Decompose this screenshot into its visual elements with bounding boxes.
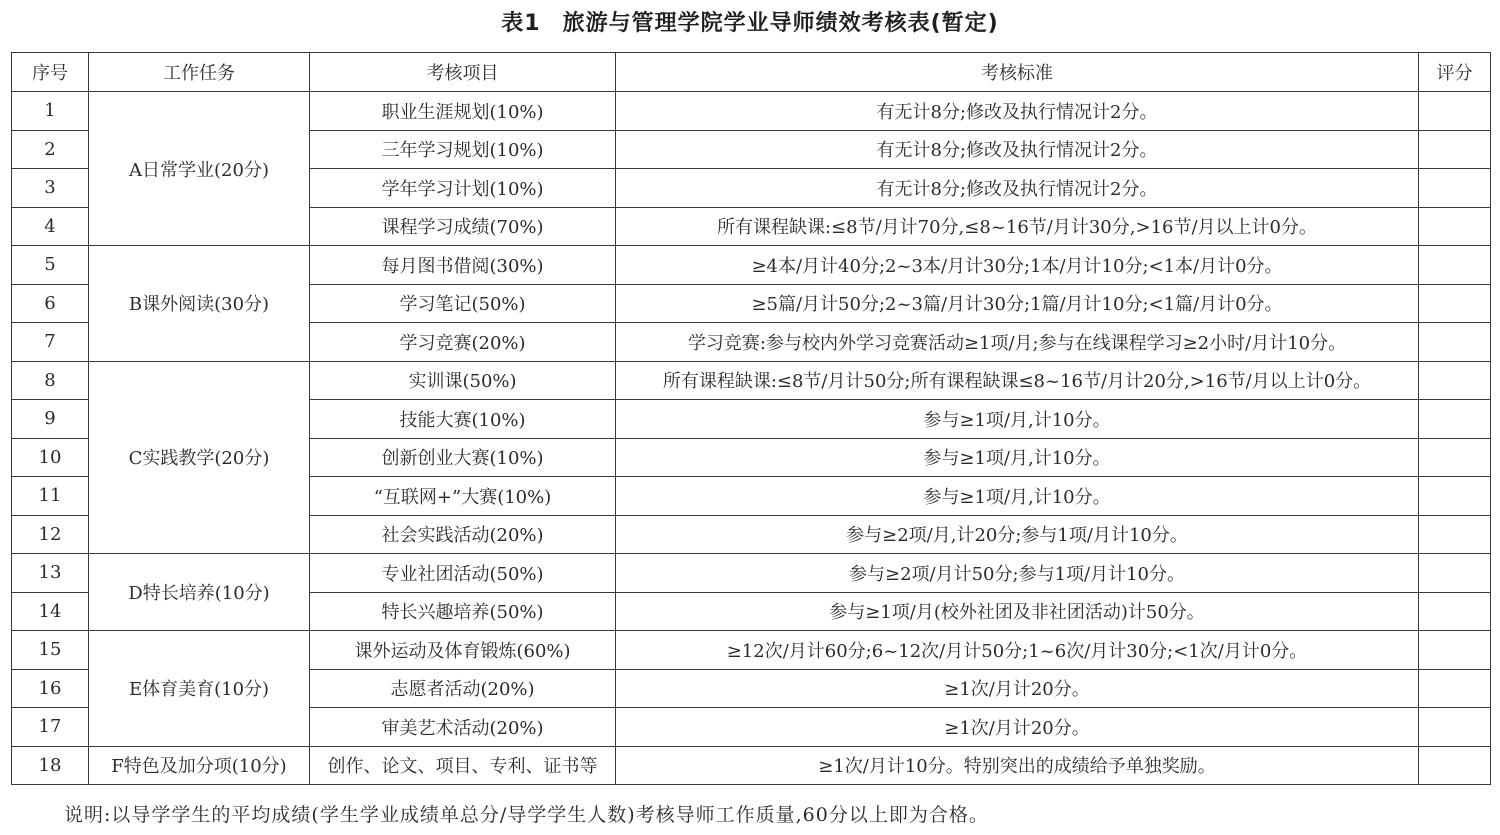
table-row	[12, 746, 1491, 785]
cell-seq: 3	[12, 169, 89, 208]
cell-score[interactable]	[1419, 284, 1491, 323]
cell-standard: ≥1次/月计10分。特别突出的成绩给予单独奖励。	[616, 746, 1419, 785]
cell-standard: 学习竞赛:参与校内外学习竞赛活动≥1项/月;参与在线课程学习≥2小时/月计10分。	[616, 323, 1419, 362]
cell-standard: 参与≥2项/月,计20分;参与1项/月计10分。	[616, 515, 1419, 554]
table-number: 表1	[501, 11, 541, 36]
cell-item: 实训课(50%)	[310, 361, 616, 400]
assessment-table	[11, 52, 1491, 785]
table-title	[0, 6, 1500, 37]
cell-score[interactable]	[1419, 130, 1491, 169]
table-row	[12, 631, 1491, 670]
header-task: 工作任务	[89, 53, 310, 92]
cell-seq: 7	[12, 323, 89, 362]
cell-score[interactable]	[1419, 438, 1491, 477]
cell-item: 学年学习计划(10%)	[310, 169, 616, 208]
table-row	[12, 554, 1491, 593]
table-row	[12, 92, 1491, 131]
cell-seq: 18	[12, 746, 89, 785]
cell-seq: 17	[12, 708, 89, 747]
cell-score[interactable]	[1419, 631, 1491, 670]
table-row	[12, 361, 1491, 400]
cell-item: 三年学习规划(10%)	[310, 130, 616, 169]
table-row	[12, 246, 1491, 285]
cell-item: 每月图书借阅(30%)	[310, 246, 616, 285]
cell-score[interactable]	[1419, 515, 1491, 554]
cell-seq: 8	[12, 361, 89, 400]
cell-score[interactable]	[1419, 400, 1491, 439]
table-title-text: 旅游与管理学院学业导师绩效考核表(暂定)	[562, 11, 999, 36]
cell-standard: ≥4本/月计40分;2~3本/月计30分;1本/月计10分;<1本/月计0分。	[616, 246, 1419, 285]
cell-score[interactable]	[1419, 207, 1491, 246]
cell-task-group: C实践教学(20分)	[89, 361, 310, 554]
cell-standard: ≥1次/月计20分。	[616, 669, 1419, 708]
cell-score[interactable]	[1419, 708, 1491, 747]
header-item: 考核项目	[310, 53, 616, 92]
cell-score[interactable]	[1419, 592, 1491, 631]
header-standard: 考核标准	[616, 53, 1419, 92]
cell-standard: 参与≥2项/月计50分;参与1项/月计10分。	[616, 554, 1419, 593]
cell-score[interactable]	[1419, 361, 1491, 400]
cell-seq: 1	[12, 92, 89, 131]
cell-seq: 2	[12, 130, 89, 169]
cell-standard: 参与≥1项/月,计10分。	[616, 438, 1419, 477]
cell-task-group: F特色及加分项(10分)	[89, 746, 310, 785]
cell-seq: 15	[12, 631, 89, 670]
cell-task-group: D特长培养(10分)	[89, 554, 310, 631]
cell-seq: 14	[12, 592, 89, 631]
footnote: 说明:以导学学生的平均成绩(学生学业成绩单总分/导学学生人数)考核导师工作质量,60分以上即为合格。	[64, 804, 989, 826]
cell-score[interactable]	[1419, 477, 1491, 516]
cell-standard: 所有课程缺课:≤8节/月计50分;所有课程缺课≤8~16节/月计20分,>16节/月以上计0分。	[616, 361, 1419, 400]
cell-item: 志愿者活动(20%)	[310, 669, 616, 708]
cell-item: 创新创业大赛(10%)	[310, 438, 616, 477]
cell-seq: 16	[12, 669, 89, 708]
cell-item: 专业社团活动(50%)	[310, 554, 616, 593]
cell-standard: 所有课程缺课:≤8节/月计70分,≤8~16节/月计30分,>16节/月以上计0分。	[616, 207, 1419, 246]
cell-standard: 有无计8分;修改及执行情况计2分。	[616, 130, 1419, 169]
cell-standard: 有无计8分;修改及执行情况计2分。	[616, 92, 1419, 131]
cell-item: 课外运动及体育锻炼(60%)	[310, 631, 616, 670]
cell-standard: 参与≥1项/月,计10分。	[616, 477, 1419, 516]
cell-item: 学习竞赛(20%)	[310, 323, 616, 362]
cell-seq: 4	[12, 207, 89, 246]
cell-score[interactable]	[1419, 554, 1491, 593]
cell-seq: 13	[12, 554, 89, 593]
cell-standard: 参与≥1项/月(校外社团及非社团活动)计50分。	[616, 592, 1419, 631]
cell-score[interactable]	[1419, 92, 1491, 131]
cell-task-group: E体育美育(10分)	[89, 631, 310, 747]
header-seq: 序号	[12, 53, 89, 92]
cell-item: 学习笔记(50%)	[310, 284, 616, 323]
header-score: 评分	[1419, 53, 1491, 92]
cell-score[interactable]	[1419, 746, 1491, 785]
cell-item: 特长兴趣培养(50%)	[310, 592, 616, 631]
header-row	[12, 53, 1491, 92]
cell-item: 技能大赛(10%)	[310, 400, 616, 439]
cell-seq: 6	[12, 284, 89, 323]
cell-item: 创作、论文、项目、专利、证书等	[310, 746, 616, 785]
cell-task-group: B课外阅读(30分)	[89, 246, 310, 362]
cell-seq: 5	[12, 246, 89, 285]
cell-seq: 9	[12, 400, 89, 439]
cell-score[interactable]	[1419, 669, 1491, 708]
cell-standard: ≥1次/月计20分。	[616, 708, 1419, 747]
cell-seq: 11	[12, 477, 89, 516]
cell-standard: 有无计8分;修改及执行情况计2分。	[616, 169, 1419, 208]
cell-score[interactable]	[1419, 246, 1491, 285]
cell-item: 审美艺术活动(20%)	[310, 708, 616, 747]
cell-task-group: A日常学业(20分)	[89, 92, 310, 246]
cell-score[interactable]	[1419, 169, 1491, 208]
cell-item: 社会实践活动(20%)	[310, 515, 616, 554]
cell-item: 课程学习成绩(70%)	[310, 207, 616, 246]
cell-score[interactable]	[1419, 323, 1491, 362]
cell-standard: ≥12次/月计60分;6~12次/月计50分;1~6次/月计30分;<1次/月计0分。	[616, 631, 1419, 670]
cell-seq: 12	[12, 515, 89, 554]
cell-seq: 10	[12, 438, 89, 477]
cell-item: “互联网+”大赛(10%)	[310, 477, 616, 516]
cell-standard: ≥5篇/月计50分;2~3篇/月计30分;1篇/月计10分;<1篇/月计0分。	[616, 284, 1419, 323]
cell-item: 职业生涯规划(10%)	[310, 92, 616, 131]
cell-standard: 参与≥1项/月,计10分。	[616, 400, 1419, 439]
table-body	[12, 92, 1491, 785]
